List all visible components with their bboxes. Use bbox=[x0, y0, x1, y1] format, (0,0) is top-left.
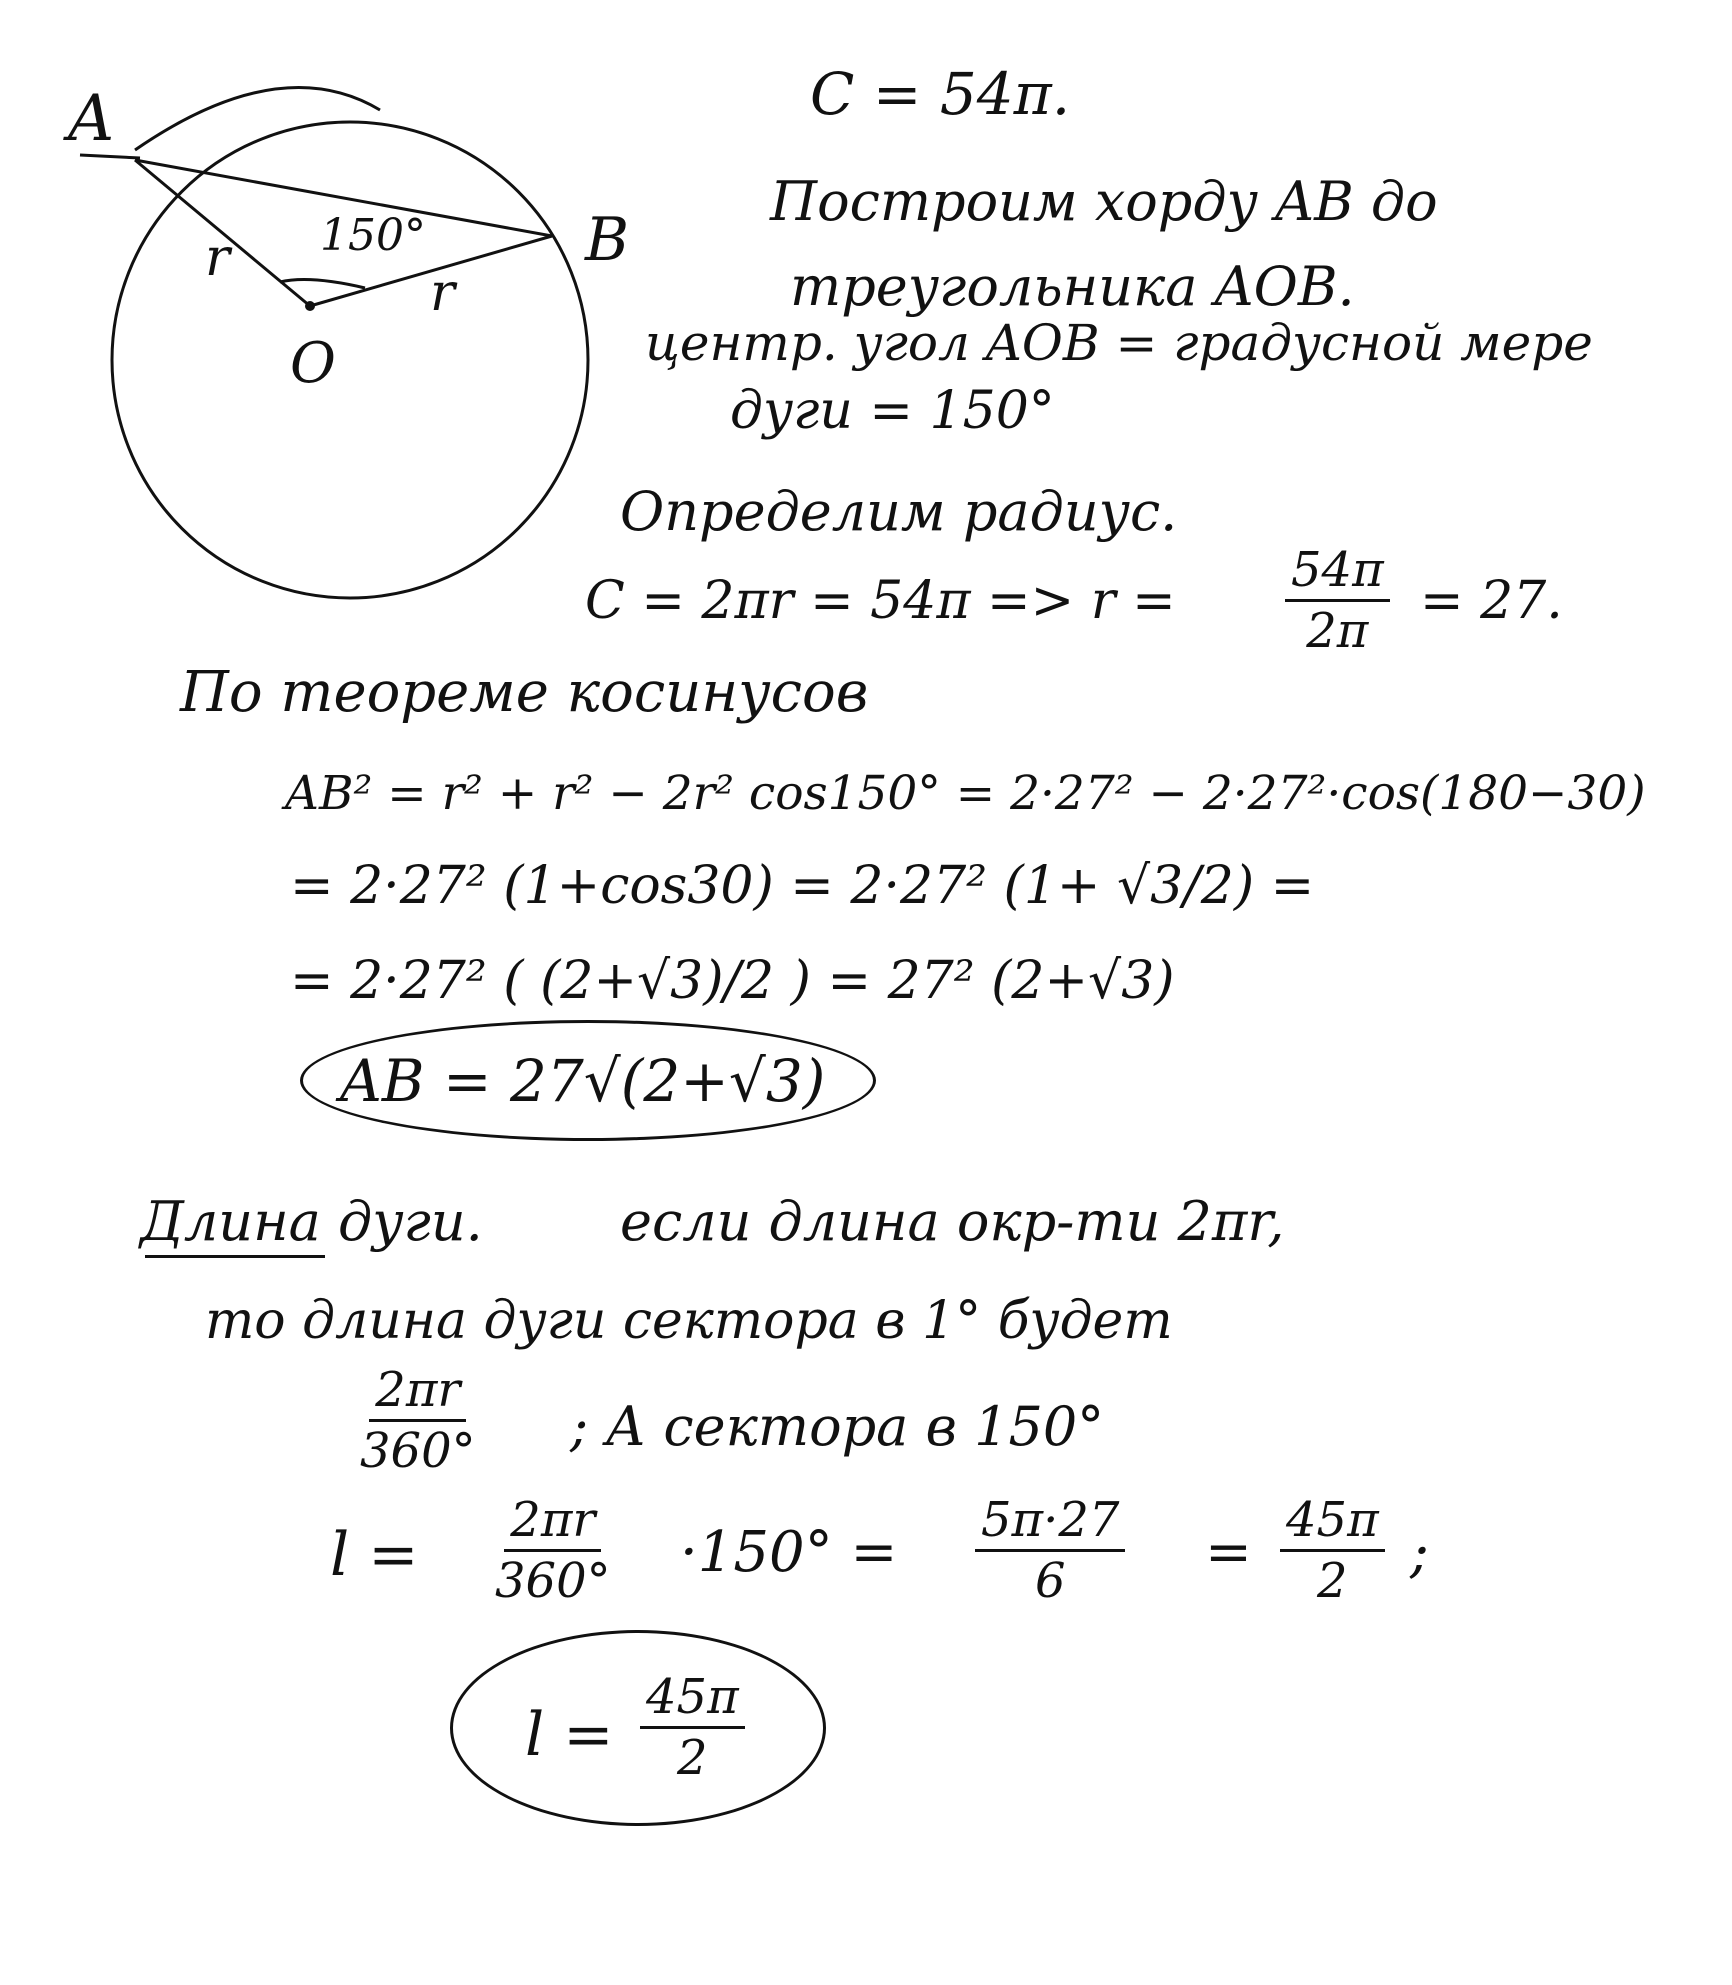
arc-line-3: ; А сектора в 150° bbox=[570, 1395, 1105, 1458]
label-angle: 150° bbox=[320, 210, 426, 261]
arc-line-2: то длина дуги сектора в 1° будет bbox=[205, 1291, 1173, 1351]
angle-arc bbox=[280, 280, 365, 288]
label-a: A bbox=[68, 82, 115, 156]
l-start: l = bbox=[330, 1520, 419, 1590]
cosine-line-3: = 2·27² ( (2+√3)/2 ) = 27² (2+√3) bbox=[290, 951, 1175, 1011]
l-fraction-3-den: 2 bbox=[1317, 1553, 1348, 1610]
l-fraction-2 bbox=[975, 1492, 1125, 1610]
arc-line-1: если длина окр-ти 2πr, bbox=[620, 1190, 1285, 1253]
answer-ab: AB = 27√(2+√3) bbox=[340, 1047, 826, 1115]
given-circumference: C = 54π. bbox=[810, 60, 1071, 128]
l-fraction-2-num: 5π·27 bbox=[975, 1495, 1125, 1552]
arc-title-underline bbox=[145, 1255, 325, 1258]
label-b: B bbox=[585, 205, 630, 275]
arc-title: Длина дуги. bbox=[140, 1190, 483, 1253]
l-equals: = bbox=[1205, 1520, 1252, 1585]
label-r-right: r bbox=[430, 263, 455, 323]
radius-result: = 27. bbox=[1420, 571, 1563, 631]
center-point bbox=[305, 301, 315, 311]
construct-line-1: Построим хорду AB до bbox=[770, 170, 1438, 233]
radius-fraction bbox=[1285, 542, 1390, 660]
cosine-title: По теореме косинусов bbox=[180, 660, 869, 725]
central-angle-line-2: дуги = 150° bbox=[730, 381, 1055, 441]
answer-l-fraction-num: 45π bbox=[640, 1672, 745, 1729]
l-fraction-1-num: 2πr bbox=[504, 1495, 601, 1552]
answer-l-oval bbox=[450, 1630, 826, 1826]
l-fraction-1-den: 360° bbox=[495, 1553, 611, 1610]
cosine-line-1: AB² = r² + r² − 2r² cos150° = 2·27² − 2·27²·cos(180−30) bbox=[285, 766, 1646, 821]
l-fraction-2-den: 6 bbox=[1034, 1553, 1066, 1610]
cosine-line-2: = 2·27² (1+cos30) = 2·27² (1+ √3/2) = bbox=[290, 856, 1315, 916]
arc-fraction bbox=[360, 1362, 476, 1480]
central-angle-line-1: центр. угол AOB = градусной мере bbox=[645, 314, 1593, 372]
l-fraction-3-num: 45π bbox=[1280, 1495, 1385, 1552]
radius-fraction-den: 2π bbox=[1306, 603, 1369, 660]
label-o: O bbox=[290, 331, 336, 396]
label-r-left: r bbox=[205, 228, 230, 288]
radius-fraction-num: 54π bbox=[1285, 545, 1390, 602]
arc-fraction-num: 2πr bbox=[369, 1365, 466, 1422]
arc-fraction-den: 360° bbox=[360, 1423, 476, 1480]
radius-equation: C = 2πr = 54π => r = bbox=[585, 571, 1176, 631]
answer-l-start: l = bbox=[525, 1700, 614, 1770]
circle bbox=[112, 122, 588, 598]
l-fraction-1 bbox=[495, 1492, 611, 1610]
l-middle: ·150° = bbox=[680, 1520, 898, 1585]
construct-line-2: треугольника AOB. bbox=[790, 255, 1355, 318]
answer-l-fraction-den: 2 bbox=[677, 1730, 708, 1787]
l-end: ; bbox=[1410, 1520, 1429, 1585]
circle-diagram bbox=[40, 60, 640, 640]
radius-title: Определим радиус. bbox=[620, 480, 1178, 543]
l-fraction-3 bbox=[1280, 1492, 1385, 1610]
answer-l-fraction bbox=[640, 1669, 745, 1787]
